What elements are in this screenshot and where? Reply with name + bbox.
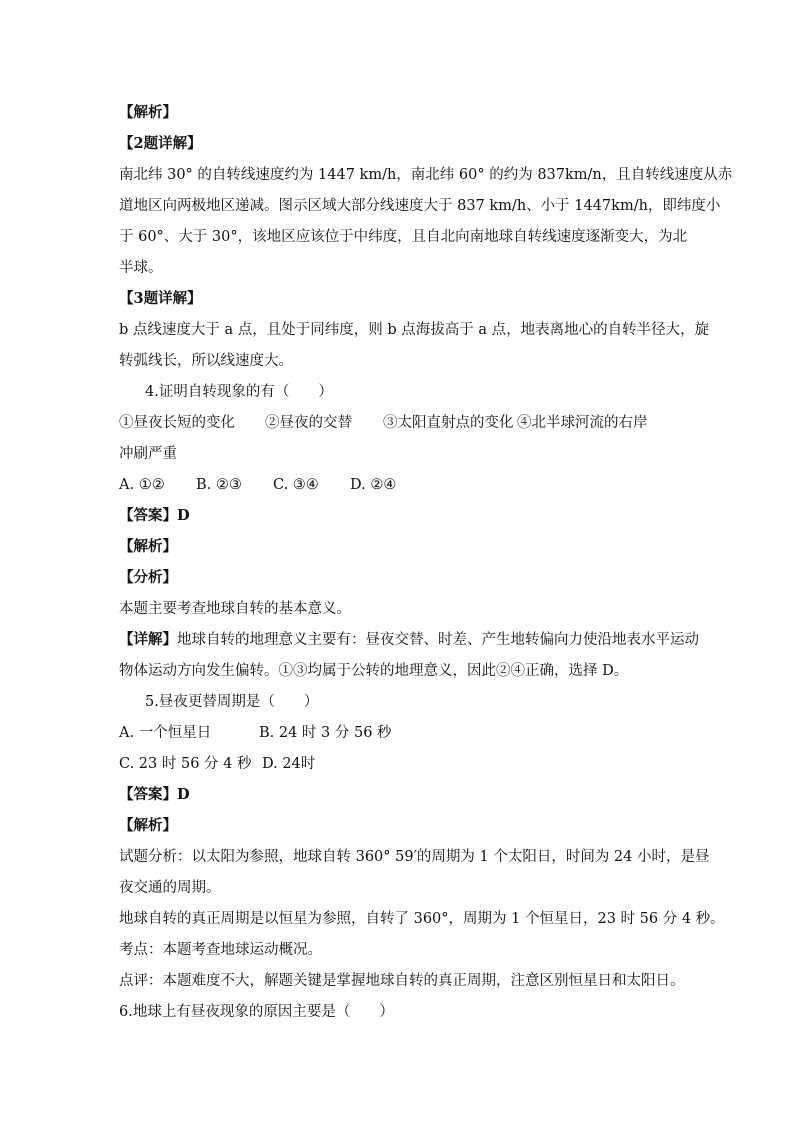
q4-statement: ④北半球河流的右岸 <box>517 415 648 431</box>
q4-options <box>119 475 396 495</box>
q4-statement: ①昼夜长短的变化 <box>119 415 235 431</box>
q4-fenxi-heading: 【分析】 <box>119 569 177 586</box>
q5-analysis-line: 夜交通的周期。 <box>119 880 221 896</box>
q5-option-b: B. 24 时 3 分 56 秒 <box>259 725 392 741</box>
q4-detail-label: 【详解】 <box>119 631 177 648</box>
q4-detail-text: 地球自转的地理意义主要有：昼夜交替、时差、产生地转偏向力使沿地表水平运动 <box>177 632 699 648</box>
q2-detail-line: 道地区向两极地区递减。图示区域大部分线速度大于 837 km/h、小于 1447km/h，即纬度小 <box>119 198 721 214</box>
q4-option-a: A. ①② <box>119 477 165 493</box>
q5-analysis-line: 考点：本题考查地球运动概况。 <box>119 942 322 958</box>
q5-options-row <box>119 754 315 774</box>
q4-option-d: D. ②④ <box>350 477 397 493</box>
q5-option-c: C. 23 时 56 分 4 秒 <box>119 756 252 772</box>
q4-option-b: B. ②③ <box>196 477 242 493</box>
q5-option-d: D. 24时 <box>262 756 316 772</box>
q4-option-c: C. ③④ <box>273 477 319 493</box>
q5-options-row <box>119 723 392 743</box>
q5-analysis-line: 点评：本题难度不大，解题关键是掌握地球自转的真正周期，注意区别恒星日和太阳日。 <box>119 973 685 989</box>
analysis-heading: 【解析】 <box>119 104 177 121</box>
q5-answer: 【答案】D <box>119 786 190 803</box>
q2-detail-line: 于 60°、大于 30°，该地区应该位于中纬度，且自北向南地球自转线速度逐渐变大，为北 <box>119 229 688 245</box>
q4-statement: ③太阳直射点的变化 <box>383 415 514 431</box>
q5-analysis-heading: 【解析】 <box>119 817 177 834</box>
q3-detail-heading: 【3题详解】 <box>119 290 202 307</box>
q4-answer: 【答案】D <box>119 507 190 524</box>
q6-stem: 6.地球上有昼夜现象的原因主要是（ ） <box>119 1004 394 1020</box>
q4-stem: 4.证明自转现象的有（ ） <box>145 384 333 400</box>
q2-detail-line: 半球。 <box>119 260 163 276</box>
q4-statement: ②昼夜的交替 <box>265 415 352 431</box>
q3-detail-line: b 点线速度大于 a 点，且处于同纬度，则 b 点海拔高于 a 点，地表离地心的自转半径大，旋 <box>119 322 710 338</box>
q2-detail-heading: 【2题详解】 <box>119 135 202 152</box>
q4-statement-cont: 冲刷严重 <box>119 446 177 462</box>
q4-fenxi-text: 本题主要考查地球自转的基本意义。 <box>119 601 351 617</box>
q4-detail-line: 物体运动方向发生偏转。①③均属于公转的地理意义，因此②④正确，选择 D。 <box>119 663 629 679</box>
q5-analysis-line: 试题分析：以太阳为参照，地球自转 360° 59′的周期为 1 个太阳日，时间为 24 小时，是昼 <box>119 849 710 865</box>
q2-detail-line: 南北纬 30° 的自转线速度约为 1447 km/h，南北纬 60° 的约为 837km/n，且自转线速度从赤 <box>119 167 733 183</box>
q5-option-a: A. 一个恒星日 <box>119 725 212 741</box>
q5-analysis-line: 地球自转的真正周期是以恒星为参照，自转了 360°，周期为 1 个恒星日，23 时 56 分 4 秒。 <box>119 911 725 927</box>
q3-detail-line: 转弧线长，所以线速度大。 <box>119 353 293 369</box>
q4-analysis-heading: 【解析】 <box>119 538 177 555</box>
q5-stem: 5.昼夜更替周期是（ ） <box>145 694 319 710</box>
q4-detail-line <box>119 630 699 650</box>
q4-statements <box>119 413 648 433</box>
